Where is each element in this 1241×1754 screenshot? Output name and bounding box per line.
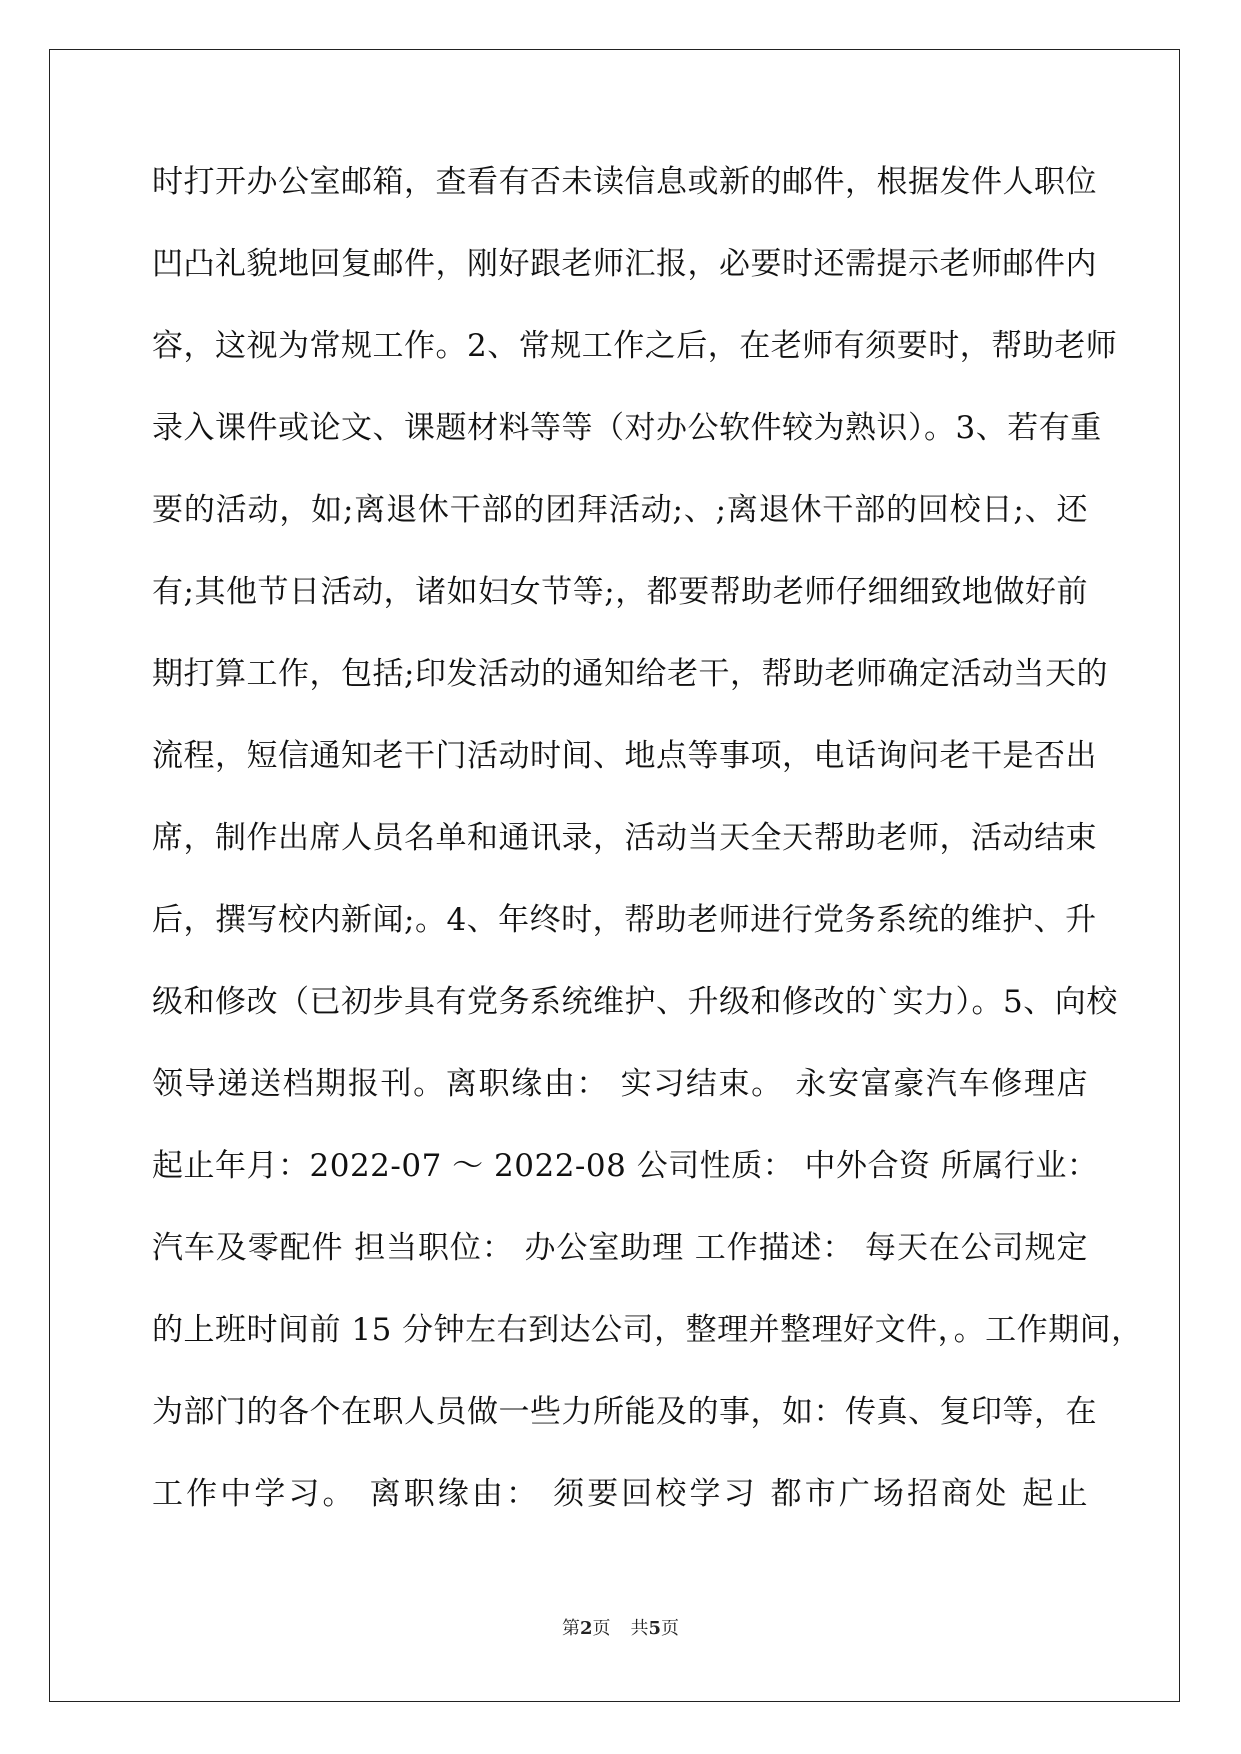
text-line-8: 流程，短信通知老干门活动时间、地点等事项，电话询问老干是否出 [152,738,1097,774]
text-line-9: 席，制作出席人员名单和通讯录，活动当天全天帮助老师，活动结束 [152,820,1097,856]
text-line-7: 期打算工作，包括;印发活动的通知给老干，帮助老师确定活动当天的 [152,656,1108,692]
text-line-11: 级和修改（已初步具有党务系统维护、升级和修改的`实力）。5、向校 [152,984,1118,1020]
text-line-6: 有;其他节日活动，诸如妇女节等;，都要帮助老师仔细细致地做好前 [152,574,1088,610]
page-current: 2 [579,1618,593,1639]
text-line-16: 为部门的各个在职人员做一些力所能及的事，如：传真、复印等，在 [152,1394,1097,1430]
page-unit: 页 [592,1618,611,1639]
text-line-4: 录入课件或论文、课题材料等等（对办公软件较为熟识）。3、若有重 [152,410,1102,446]
text-line-1: 时打开办公室邮箱，查看有否未读信息或新的邮件，根据发件人职位 [152,164,1097,200]
body-text [152,156,1143,1550]
text-line-12: 领导递送档期报刊。离职缘由： 实习结束。 永安富豪汽车修理店 [152,1066,1088,1102]
text-line-17: 工作中学习。 离职缘由： 须要回校学习 都市广场招商处 起止 [152,1476,1088,1512]
text-line-10: 后，撰写校内新闻;。4、年终时，帮助老师进行党务系统的维护、升 [152,902,1097,938]
text-line-14: 汽车及零配件 担当职位： 办公室助理 工作描述： 每天在公司规定 [152,1230,1088,1266]
text-line-5: 要的活动，如;离退休干部的团拜活动;、;离退休干部的回校日;、还 [152,492,1088,528]
page-total: 5 [648,1618,662,1639]
text-line-2: 凹凸礼貌地回复邮件，刚好跟老师汇报，必要时还需提示老师邮件内 [152,246,1097,282]
page-prefix: 第 [561,1618,580,1639]
total-prefix: 共 [630,1618,649,1639]
text-line-13: 起止年月：2022-07 ～ 2022-08 公司性质： 中外合资 所属行业： [152,1148,1099,1184]
total-unit: 页 [661,1618,680,1639]
text-line-3: 容，这视为常规工作。2、常规工作之后，在老师有须要时，帮助老师 [152,328,1118,364]
page-number-footer [0,1617,1241,1641]
text-line-15: 的上班时间前 15 分钟左右到达公司，整理并整理好文件，。工作期间， [152,1312,1143,1348]
